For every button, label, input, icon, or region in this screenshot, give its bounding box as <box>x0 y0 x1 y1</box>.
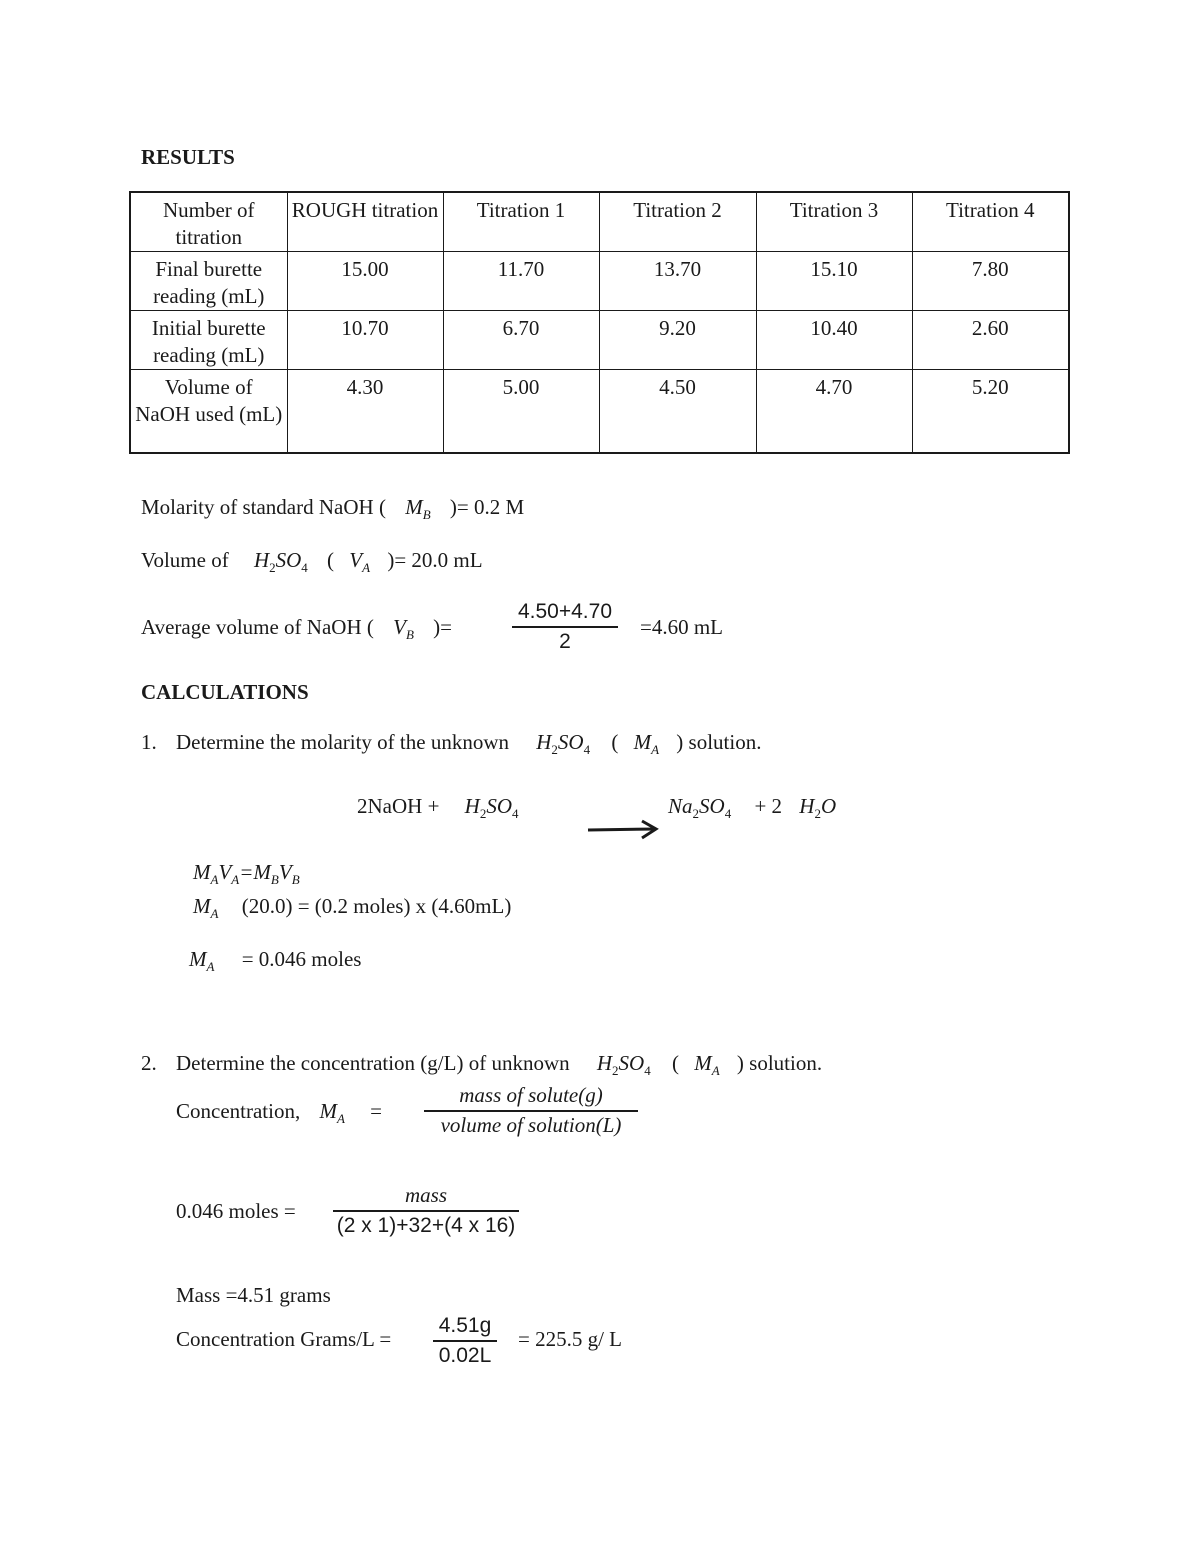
question-1-text: Determine the molarity of the unknown <box>176 730 509 754</box>
concentration-line <box>176 1099 383 1126</box>
q2-sub2: 2 <box>612 1063 619 1078</box>
molarity-symbol: M <box>405 495 423 519</box>
grams-per-liter-denominator: 0.02L <box>433 1340 497 1366</box>
table-row <box>130 311 1069 370</box>
volume-line <box>141 548 483 575</box>
concentration-fraction <box>424 1085 638 1136</box>
question-1 <box>141 730 762 757</box>
concentration-numerator: mass of solute(g) <box>459 1083 603 1107</box>
average-volume-line <box>141 615 452 642</box>
h2so4-so: SO <box>275 548 302 572</box>
mass-result: Mass =4.51 grams <box>176 1283 331 1307</box>
q2-paren: ( <box>671 1051 679 1075</box>
table-header-row <box>130 192 1069 252</box>
q2-text-end: ) solution. <box>736 1051 823 1075</box>
molarity-label: Molarity of standard NaOH ( <box>141 495 386 519</box>
question-2 <box>141 1051 823 1078</box>
q2-so: SO <box>618 1051 645 1075</box>
average-label: Average volume of NaOH ( <box>141 615 374 639</box>
mass-denominator: (2 x 1)+32+(4 x 16) <box>333 1210 519 1236</box>
product-na-sub: 2 <box>692 806 700 821</box>
average-subscript: B <box>405 627 414 642</box>
eq3-symbol: M <box>189 947 207 971</box>
reaction-products <box>668 794 837 821</box>
eq2-rest: (20.0) = (0.2 moles) x (4.60mL) <box>241 894 512 918</box>
q1-sub4: 4 <box>583 742 591 757</box>
molarity-subscript: B <box>422 507 431 522</box>
table-cell: 15.00 <box>287 252 443 311</box>
mass-numerator: mass <box>404 1183 447 1207</box>
h2so4-h: H <box>253 548 270 572</box>
table-cell: 5.20 <box>912 370 1069 454</box>
dilution-equation: $M_AV_A=M_BV_B$ <box>193 860 300 887</box>
header-cell: Titration 1 <box>443 192 599 252</box>
grams-per-liter-result: = 225.5 g/ L <box>518 1327 623 1351</box>
molarity-line <box>141 495 525 522</box>
q1-h: H <box>536 730 552 754</box>
moles-label: 0.046 moles = <box>176 1199 296 1223</box>
row-label-cell: Final burette reading (mL) <box>130 252 287 311</box>
q1-so: SO <box>557 730 584 754</box>
volume-label: Volume of <box>141 548 229 572</box>
results-table <box>129 191 1070 454</box>
eq3-rest: = 0.046 moles <box>241 947 362 971</box>
equation-line-2 <box>193 894 512 921</box>
grams-per-liter-fraction <box>433 1315 497 1366</box>
average-result: =4.60 mL <box>640 615 724 639</box>
volume-subscript: A <box>362 560 371 575</box>
q2-sub4: 4 <box>644 1063 651 1078</box>
concentration-eq: = <box>370 1099 383 1123</box>
eq2-symbol: M <box>193 894 211 918</box>
h2so4-sub2: 2 <box>269 560 276 575</box>
eq2-subscript: A <box>210 906 219 921</box>
product-na: Na <box>668 794 693 818</box>
header-cell: Titration 2 <box>599 192 756 252</box>
table-cell: 4.30 <box>287 370 443 454</box>
results-heading: RESULTS <box>141 145 235 169</box>
q2-h: H <box>596 1051 613 1075</box>
q2-subscript: A <box>711 1063 720 1078</box>
table-row <box>130 252 1069 311</box>
concentration-label: Concentration, <box>176 1099 301 1123</box>
molarity-value: )= 0.2 M <box>449 495 525 519</box>
concentration-symbol: M <box>319 1099 337 1123</box>
table-cell: 9.20 <box>599 311 756 370</box>
table-cell: 7.80 <box>912 252 1069 311</box>
table-cell: 5.00 <box>443 370 599 454</box>
q1-subscript: A <box>651 742 660 757</box>
grams-per-liter-numerator: 4.51g <box>438 1314 492 1337</box>
row-label-cell: Volume of NaOH used (mL) <box>130 370 287 454</box>
table-row <box>130 370 1069 454</box>
grams-per-liter-label: Concentration Grams/L = <box>176 1327 392 1351</box>
water-h: H <box>799 794 815 818</box>
concentration-subscript: A <box>336 1111 345 1126</box>
header-cell: Titration 3 <box>756 192 912 252</box>
table-cell: 15.10 <box>756 252 912 311</box>
reaction-arrow-icon <box>586 818 662 842</box>
average-denominator: 2 <box>512 626 618 652</box>
equation-line-3 <box>189 947 362 974</box>
volume-value: )= 20.0 mL <box>387 548 483 572</box>
average-fraction <box>512 601 618 652</box>
concentration-denominator: volume of solution(L) <box>424 1110 638 1136</box>
average-eq: )= <box>433 615 452 639</box>
question-2-number: 2. <box>141 1051 157 1075</box>
volume-symbol: V <box>349 548 363 572</box>
reactant-h: H <box>464 794 480 818</box>
table-cell: 11.70 <box>443 252 599 311</box>
q1-text-end: ) solution. <box>676 730 762 754</box>
table-cell: 6.70 <box>443 311 599 370</box>
header-cell: ROUGH titration <box>287 192 443 252</box>
product-so: SO <box>699 794 725 818</box>
mass-fraction <box>333 1185 519 1236</box>
product-so-sub: 4 <box>724 806 732 821</box>
question-1-number: 1. <box>141 730 157 754</box>
q1-symbol: M <box>633 730 652 754</box>
product-plus: + 2 <box>754 794 783 818</box>
water-o: O <box>820 794 837 818</box>
reactant-naoh: 2NaOH + <box>357 794 440 818</box>
reactant-so: SO <box>486 794 513 818</box>
q1-sub2: 2 <box>551 742 558 757</box>
volume-paren: ( <box>327 548 335 572</box>
reactant-sub2: 2 <box>479 806 487 821</box>
calculations-heading: CALCULATIONS <box>141 680 309 704</box>
q2-symbol: M <box>694 1051 712 1075</box>
header-cell: Number of titration <box>130 192 287 252</box>
reactant-sub4: 4 <box>512 806 519 821</box>
q1-paren: ( <box>611 730 619 754</box>
eq3-subscript: A <box>206 959 215 974</box>
table-cell: 10.70 <box>287 311 443 370</box>
reaction-reactants <box>357 794 519 821</box>
table-cell: 10.40 <box>756 311 912 370</box>
average-symbol: V <box>393 615 406 639</box>
table-cell: 4.50 <box>599 370 756 454</box>
water-sub: 2 <box>814 806 821 821</box>
question-2-text: Determine the concentration (g/L) of unknown <box>176 1051 570 1075</box>
table-cell: 4.70 <box>756 370 912 454</box>
row-label-cell: Initial burette reading (mL) <box>130 311 287 370</box>
average-numerator: 4.50+4.70 <box>517 600 612 623</box>
table-cell: 2.60 <box>912 311 1069 370</box>
h2so4-sub4: 4 <box>301 560 308 575</box>
table-cell: 13.70 <box>599 252 756 311</box>
header-cell: Titration 4 <box>912 192 1069 252</box>
